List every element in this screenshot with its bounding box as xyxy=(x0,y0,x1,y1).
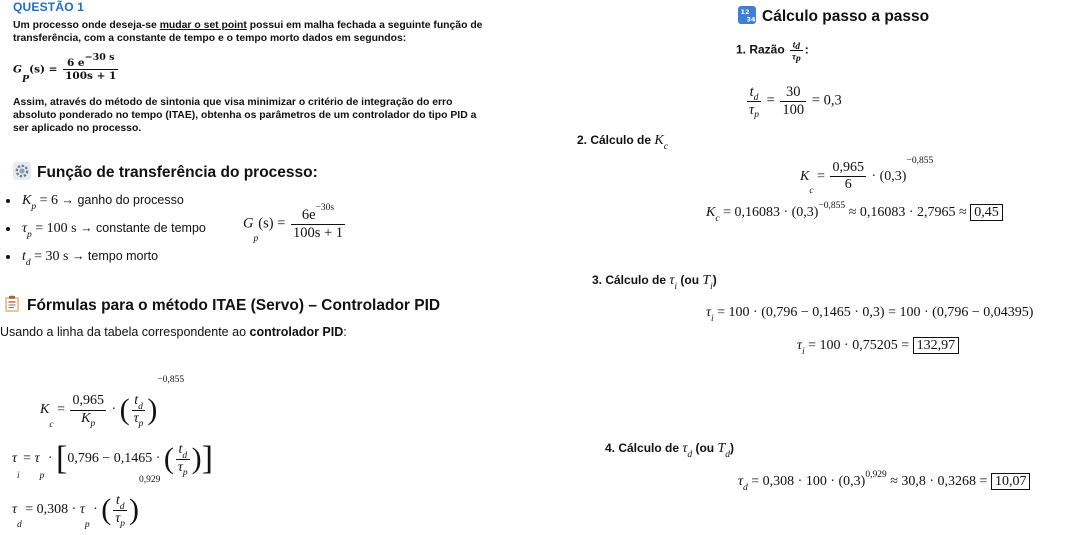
numbers-icon xyxy=(738,6,756,24)
td-result-box: 10,07 xyxy=(991,473,1031,490)
underlined-term: mudar o set point xyxy=(159,20,247,31)
bullet-item: $\tau_p = 100$ s → constante de tempo xyxy=(6,221,206,237)
kc-formula: $K_c$ = $\frac{0,965}{K_p}$ · ( $\frac{t_d}{\tau_p}$ )$^{-0,855}$ xyxy=(40,375,185,430)
bullet-item: $K_p = 6$ → ganho do processo xyxy=(6,193,184,209)
step3-label: 3. Cálculo de $\tau_i$ (ou $T_i$) xyxy=(592,273,717,292)
svg-text:34: 34 xyxy=(746,15,756,24)
question-statement: Um processo onde deseja-se mudar o set point possui em malha fechada a seguinte função de transferência, com a constante de tempo e o tempo morto dados em segundos: xyxy=(13,20,483,44)
kc-result-box: 0,45 xyxy=(970,204,1003,221)
step2-equation-1: $K_c$ = $\frac{0,965}{6}$ · $(0,3)^{-0,855}$ xyxy=(800,156,934,197)
steps-section-heading: 12 34 Cálculo passo a passo xyxy=(738,6,929,26)
tf-section-heading: Função de transferência do processo: xyxy=(13,162,318,182)
step2-equation-2: $K_c = 0,16083 \cdot (0,3)^{-0,855} \approx 0,16083 \cdot 2,7965 \approx 0,45$ xyxy=(706,205,1003,221)
step2-label: 2. Cálculo de $K_c$ xyxy=(577,133,668,152)
question-gp-equation: GP(s) = $\frac{6 e-30 s}{100s + 1}$ xyxy=(13,52,117,86)
ti-formula: $\tau_i = \tau_p \cdot [0,796 - 0,1465$ · ( $\frac{t_d}{\tau_p}$ )] xyxy=(12,440,213,481)
tf-gp-equation: $G_p(s)$ = $\frac{6e^{-30s}}{100s + 1}$ xyxy=(243,203,344,245)
td-formula: $\tau_d = 0,308 \cdot \tau_p$ · ( $\frac{t_d}{\tau_p}$ )$^{0,929}$ xyxy=(12,475,161,530)
step1-label: 1. Razão $\frac{td}{\tau p}$ : xyxy=(736,39,809,64)
step3-equation-1: $\tau_i = 100 \cdot (0,796 - 0,1465 \cdot 0,3) = 100 \cdot (0,796 - 0,04395)$ xyxy=(706,305,1034,324)
step1-equation: $\frac{t_d}{\tau_p}$ = $\frac{30}{100}$ = 0,3 xyxy=(749,84,842,121)
step4-equation: $\tau_d = 0,308 \cdot 100 \cdot (0,3)^{0,929} \approx 30,8 \cdot 0,3268 = 10,07$ xyxy=(738,474,1030,490)
step4-label: 4. Cálculo de $\tau_d$ (ou $T_d$) xyxy=(605,441,735,460)
gear-icon xyxy=(13,162,31,180)
formulas-intro: Usando a linha da tabela correspondente ao controlador PID: xyxy=(0,325,347,339)
clipboard-icon xyxy=(3,295,21,313)
bullet-item: $t_d = 30$ s → tempo morto xyxy=(6,249,158,265)
question-paragraph: Assim, através do método de sintonia que visa minimizar o critério de integração do erro absoluto ponderado no tempo (ITAE), obtenha os parâmetros de um controlador do tipo PID a ser aplicado no processo. xyxy=(13,97,477,134)
svg-text:12: 12 xyxy=(740,8,750,16)
step3-equation-2: $\tau_i = 100 \cdot 0,75205 = 132,97$ xyxy=(797,338,959,354)
question-title: QUESTÃO 1 xyxy=(13,0,85,14)
formulas-section-heading: Fórmulas para o método ITAE (Servo) – Controlador PID xyxy=(3,295,440,315)
ti-result-box: 132,97 xyxy=(913,337,960,354)
